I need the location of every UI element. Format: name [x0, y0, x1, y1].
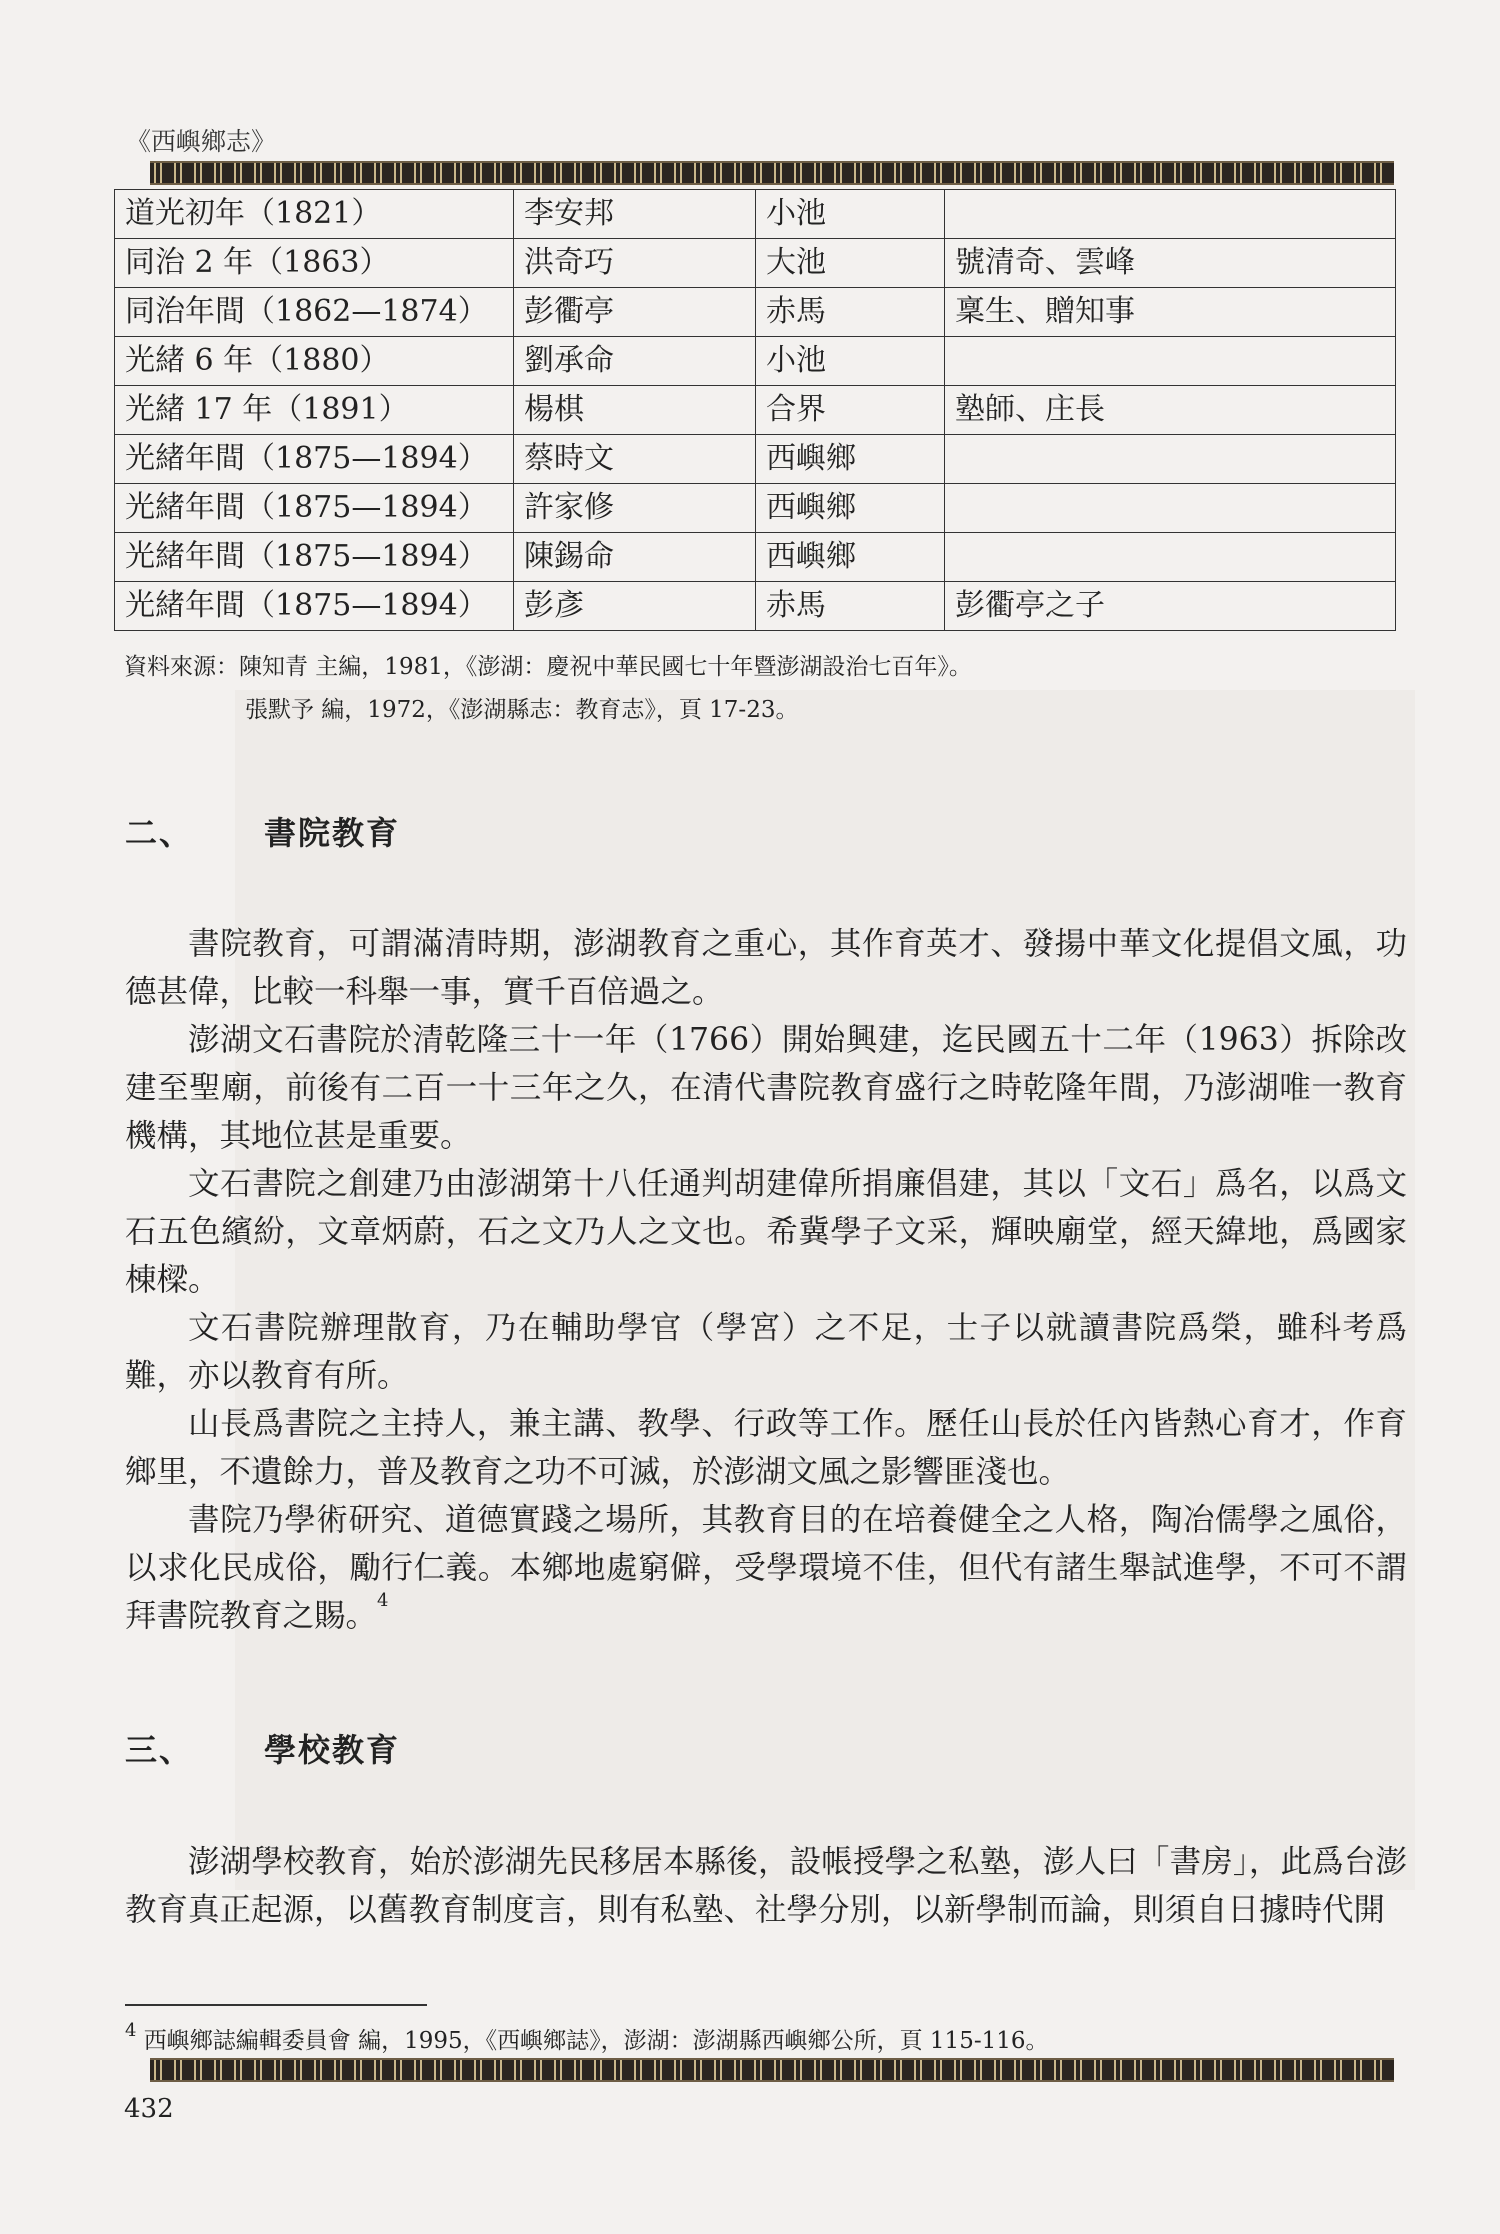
note-cell: 號清奇、雲峰: [945, 239, 1396, 288]
table-row: [115, 582, 1396, 631]
paragraph: [125, 1496, 1407, 1640]
period-cell: 光緒 17 年（1891）: [115, 386, 514, 435]
name-cell: 劉承命: [514, 337, 756, 386]
table-source-line-2: 張默予 編，1972，《澎湖縣志：教育志》，頁 17-23。: [245, 697, 799, 723]
scholars-table: [114, 189, 1396, 631]
village-cell: 赤馬: [756, 582, 945, 631]
note-cell: [945, 190, 1396, 239]
footnote-reference[interactable]: 4: [377, 1590, 389, 1611]
note-cell: [945, 533, 1396, 582]
village-cell: 大池: [756, 239, 945, 288]
section-title: 書院教育: [264, 814, 401, 852]
school-body: [125, 1838, 1407, 1934]
paragraph-text: 書院乃學術研究、道德實踐之場所，其教育目的在培養健全之人格，陶冶儒學之風俗，以求化民成俗，勵行仁義。本鄉地處窮僻，受學環境不佳，但代有諸生舉試進學，不可不謂拜書院教育之賜。: [125, 1502, 1407, 1634]
period-cell: 光緒年間（1875—1894）: [115, 533, 514, 582]
village-cell: 小池: [756, 190, 945, 239]
name-cell: 李安邦: [514, 190, 756, 239]
table-row: [115, 386, 1396, 435]
village-cell: 西嶼鄉: [756, 533, 945, 582]
table-row: [115, 239, 1396, 288]
footnote-text: 西嶼鄉誌編輯委員會 編，1995，《西嶼鄉誌》，澎湖：澎湖縣西嶼鄉公所，頁 115-116。: [143, 2028, 1049, 2054]
name-cell: 彭彥: [514, 582, 756, 631]
period-cell: 光緒年間（1875—1894）: [115, 582, 514, 631]
name-cell: 陳錫命: [514, 533, 756, 582]
paragraph: 文石書院之創建乃由澎湖第十八任通判胡建偉所捐廉倡建，其以「文石」爲名，以爲文石五色繽紛，文章炳蔚，石之文乃人之文也。希冀學子文采，輝映廟堂，經天緯地，爲國家棟樑。: [125, 1166, 1407, 1298]
name-cell: 許家修: [514, 484, 756, 533]
footnote-divider: [125, 2004, 427, 2006]
section-title: 學校教育: [264, 1731, 401, 1769]
period-cell: 光緒 6 年（1880）: [115, 337, 514, 386]
period-cell: 同治 2 年（1863）: [115, 239, 514, 288]
note-cell: 彭衢亭之子: [945, 582, 1396, 631]
paragraph: 澎湖學校教育，始於澎湖先民移居本縣後，設帳授學之私塾，澎人曰「書房」，此爲台澎教育真正起源，以舊教育制度言，則有私塾、社學分別，以新學制而論，則須自日據時代開: [125, 1844, 1407, 1928]
note-cell: [945, 435, 1396, 484]
paragraph: 書院教育，可謂滿清時期，澎湖教育之重心，其作育英才、發揚中華文化提倡文風，功德甚偉，比較一科舉一事，實千百倍過之。: [125, 926, 1407, 1010]
note-cell: 塾師、庄長: [945, 386, 1396, 435]
village-cell: 合界: [756, 386, 945, 435]
period-cell: 光緒年間（1875—1894）: [115, 435, 514, 484]
village-cell: 西嶼鄉: [756, 435, 945, 484]
running-title: 《西嶼鄉志》: [126, 127, 277, 156]
note-cell: 稟生、贈知事: [945, 288, 1396, 337]
top-decorative-border: [150, 161, 1394, 185]
paragraph: 澎湖文石書院於清乾隆三十一年（1766）開始興建，迄民國五十二年（1963）拆除改建至聖廟，前後有二百一十三年之久，在清代書院教育盛行之時乾隆年間，乃澎湖唯一教育機構，其地位甚是重要。: [125, 1022, 1407, 1154]
name-cell: 楊棋: [514, 386, 756, 435]
footnote: [125, 2022, 1049, 2055]
village-cell: 赤馬: [756, 288, 945, 337]
table-source-line-1: 資料來源：陳知青 主編，1981，《澎湖：慶祝中華民國七十年暨澎湖設治七百年》。: [124, 654, 972, 680]
table-row: [115, 533, 1396, 582]
footnote-marker: 4: [125, 2020, 137, 2041]
period-cell: 光緒年間（1875—1894）: [115, 484, 514, 533]
section-number: 三、: [125, 1731, 194, 1769]
table-row: [115, 484, 1396, 533]
section-number: 二、: [125, 814, 194, 852]
village-cell: 西嶼鄉: [756, 484, 945, 533]
name-cell: 洪奇巧: [514, 239, 756, 288]
academy-body: [125, 920, 1407, 1640]
name-cell: 彭衢亭: [514, 288, 756, 337]
table-row: [115, 288, 1396, 337]
village-cell: 小池: [756, 337, 945, 386]
section-heading-academy: [125, 808, 400, 854]
period-cell: 道光初年（1821）: [115, 190, 514, 239]
table-row: [115, 435, 1396, 484]
bottom-decorative-border: [150, 2058, 1394, 2082]
table-row: [115, 190, 1396, 239]
name-cell: 蔡時文: [514, 435, 756, 484]
paragraph: 文石書院辦理散育，乃在輔助學官（學宮）之不足，士子以就讀書院爲榮，雖科考爲難，亦以教育有所。: [125, 1310, 1407, 1394]
page-number: 432: [124, 2094, 174, 2124]
paragraph: 山長爲書院之主持人，兼主講、教學、行政等工作。歷任山長於任內皆熱心育才，作育鄉里，不遺餘力，普及教育之功不可滅，於澎湖文風之影響匪淺也。: [125, 1406, 1407, 1490]
table-row: [115, 337, 1396, 386]
period-cell: 同治年間（1862—1874）: [115, 288, 514, 337]
note-cell: [945, 337, 1396, 386]
note-cell: [945, 484, 1396, 533]
section-heading-school: [125, 1725, 400, 1771]
